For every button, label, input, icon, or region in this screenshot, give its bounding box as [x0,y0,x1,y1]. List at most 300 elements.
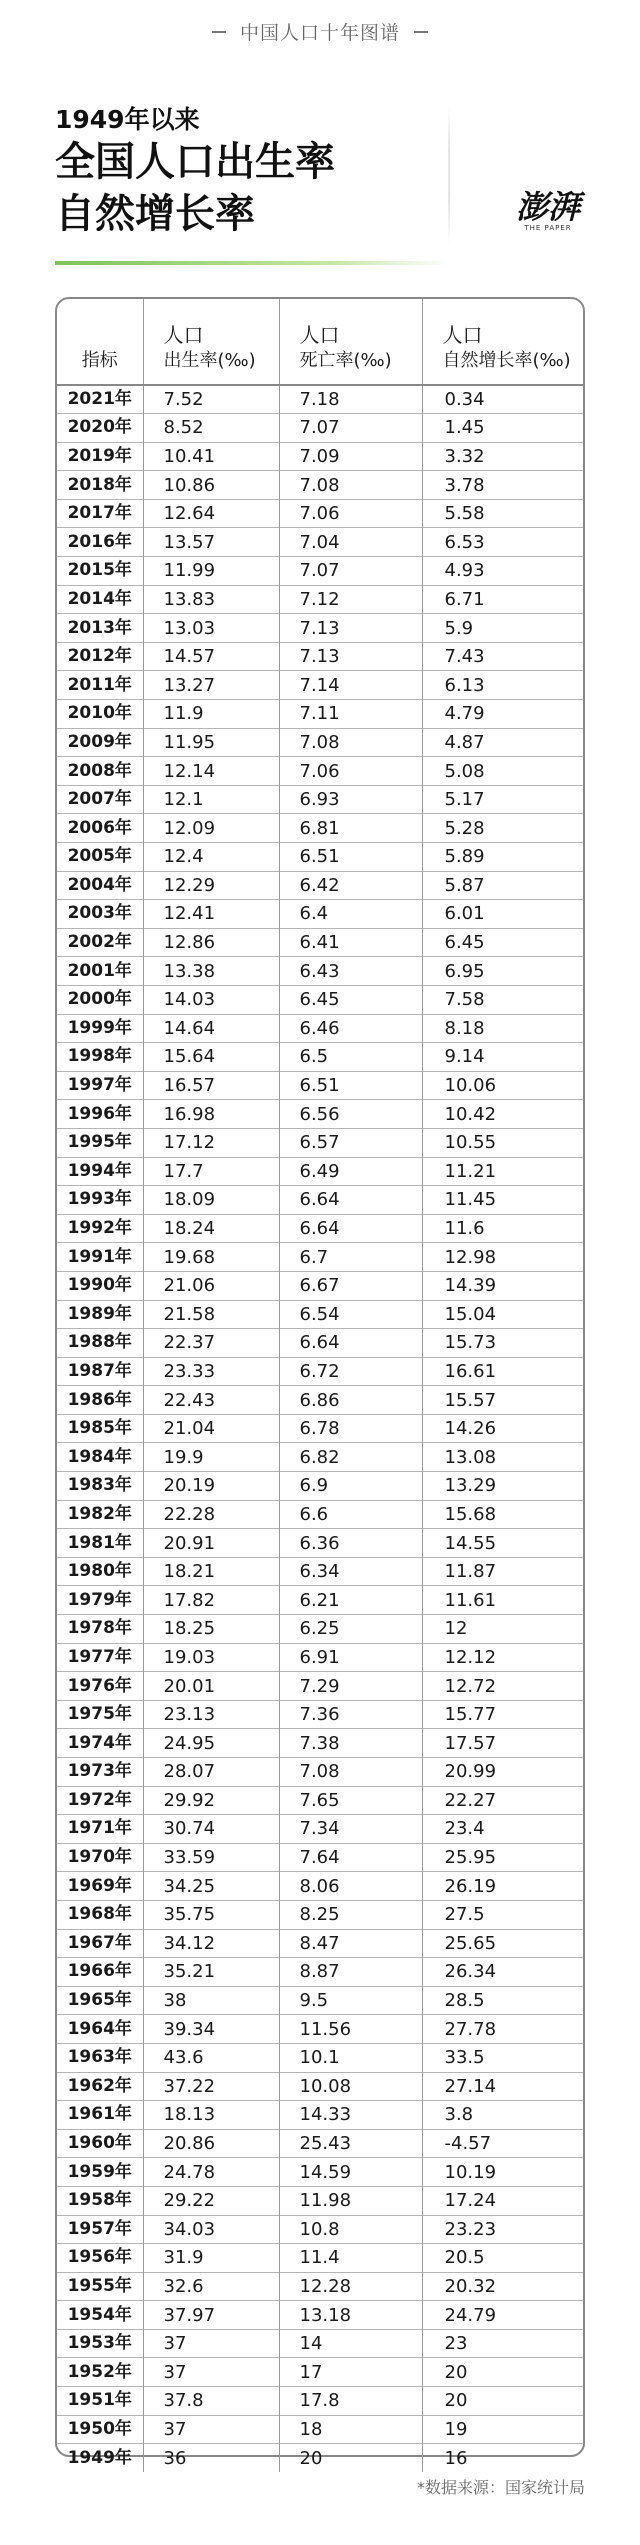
row-value-cell-death-rate: 6.9 [279,1472,422,1501]
row-value-cell-natural-growth-rate: 5.58 [422,499,583,528]
table-row [57,700,583,729]
table-row [57,1958,583,1987]
data-source-note: *数据来源：国家统计局 [416,2478,585,2497]
row-value-cell-birth-rate: 39.34 [143,2015,279,2044]
row-value-cell-birth-rate: 13.57 [143,528,279,557]
row-year-cell: 2007年 [57,785,143,814]
row-value-cell-death-rate: 6.36 [279,1529,422,1558]
row-value-cell-death-rate: 7.13 [279,642,422,671]
table-row [57,614,583,643]
right-dash [414,31,428,33]
table-row [57,2158,583,2187]
table-row [57,528,583,557]
table-row [57,2387,583,2416]
row-value-cell-death-rate: 17.8 [279,2387,422,2416]
table-row [57,2101,583,2130]
row-value-cell-death-rate: 6.67 [279,1271,422,1300]
row-value-cell-birth-rate: 34.03 [143,2215,279,2244]
table-row [57,1872,583,1901]
table-row [57,2301,583,2330]
row-value-cell-death-rate: 6.57 [279,1128,422,1157]
row-value-cell-death-rate: 6.81 [279,814,422,843]
table-body [57,385,583,2472]
row-value-cell-birth-rate: 17.12 [143,1128,279,1157]
row-value-cell-birth-rate: 20.91 [143,1529,279,1558]
row-value-cell-death-rate: 6.7 [279,1243,422,1272]
row-value-cell-birth-rate: 43.6 [143,2043,279,2072]
table-row [57,757,583,786]
row-value-cell-death-rate: 6.42 [279,871,422,900]
row-value-cell-natural-growth-rate: 20.99 [422,1758,583,1787]
table-row [57,2129,583,2158]
row-value-cell-birth-rate: 24.78 [143,2158,279,2187]
row-year-cell: 2016年 [57,528,143,557]
row-year-cell: 1979年 [57,1586,143,1615]
row-year-cell: 2006年 [57,814,143,843]
row-value-cell-natural-growth-rate: 24.79 [422,2301,583,2330]
row-value-cell-natural-growth-rate: 33.5 [422,2043,583,2072]
table-row [57,1443,583,1472]
row-value-cell-natural-growth-rate: 9.14 [422,1043,583,1072]
row-year-cell: 1975年 [57,1700,143,1729]
table-row [57,1786,583,1815]
row-value-cell-birth-rate: 37.8 [143,2387,279,2416]
table-row [57,1500,583,1529]
row-value-cell-death-rate: 6.64 [279,1214,422,1243]
row-year-cell: 1966年 [57,1958,143,1987]
row-year-cell: 1993年 [57,1186,143,1215]
row-year-cell: 2019年 [57,442,143,471]
row-value-cell-death-rate: 6.64 [279,1329,422,1358]
table-row [57,1071,583,1100]
row-value-cell-natural-growth-rate: 10.06 [422,1071,583,1100]
row-year-cell: 2015年 [57,557,143,586]
row-value-cell-birth-rate: 21.04 [143,1414,279,1443]
row-value-cell-natural-growth-rate: 11.61 [422,1586,583,1615]
row-value-cell-birth-rate: 22.43 [143,1386,279,1415]
table-row [57,2215,583,2244]
row-value-cell-death-rate: 6.49 [279,1157,422,1186]
row-year-cell: 2005年 [57,843,143,872]
row-value-cell-birth-rate: 37 [143,2415,279,2444]
row-value-cell-death-rate: 7.04 [279,528,422,557]
table-row [57,1157,583,1186]
row-value-cell-death-rate: 7.09 [279,442,422,471]
row-value-cell-death-rate: 6.45 [279,985,422,1014]
row-value-cell-natural-growth-rate: 19 [422,2415,583,2444]
row-value-cell-birth-rate: 16.57 [143,1071,279,1100]
row-value-cell-natural-growth-rate: 3.8 [422,2101,583,2130]
row-value-cell-natural-growth-rate: 17.57 [422,1729,583,1758]
row-value-cell-natural-growth-rate: 15.68 [422,1500,583,1529]
row-value-cell-death-rate: 7.14 [279,671,422,700]
row-value-cell-natural-growth-rate: 11.45 [422,1186,583,1215]
table-row [57,1643,583,1672]
table-row [57,1386,583,1415]
row-value-cell-birth-rate: 19.03 [143,1643,279,1672]
row-value-cell-natural-growth-rate: 3.32 [422,442,583,471]
page-title [55,136,335,240]
row-value-cell-birth-rate: 13.83 [143,585,279,614]
column-header-natural-growth-rate [422,299,583,385]
row-year-cell: 1981年 [57,1529,143,1558]
row-year-cell: 2021年 [67,389,132,410]
row-value-cell-death-rate: 6.64 [279,1186,422,1215]
row-value-cell-natural-growth-rate: 23 [422,2329,583,2358]
row-year-cell: 1965年 [57,1986,143,2015]
table-row [57,1843,583,1872]
row-value-cell-death-rate: 14 [279,2329,422,2358]
table-row [57,985,583,1014]
row-value-cell-death-rate: 7.29 [279,1672,422,1701]
table-row [57,1900,583,1929]
table-row [57,642,583,671]
row-year-cell: 1972年 [57,1786,143,1815]
row-value-cell-natural-growth-rate: 27.14 [422,2072,583,2101]
row-value-cell-natural-growth-rate: 6.71 [422,585,583,614]
row-value-cell-natural-growth-rate: 12.98 [422,1243,583,1272]
table-row [57,2358,583,2387]
row-value-cell-birth-rate: 29.22 [143,2186,279,2215]
row-value-cell-natural-growth-rate: 7.58 [422,985,583,1014]
row-year-cell: 1985年 [57,1414,143,1443]
row-value-cell-death-rate: 7.13 [279,614,422,643]
row-value-cell-death-rate: 7.18 [279,385,422,414]
row-year-cell: 1971年 [57,1815,143,1844]
brand-logo [512,190,584,232]
row-value-cell-death-rate: 14.33 [279,2101,422,2130]
row-value-cell-death-rate: 12.28 [279,2272,422,2301]
row-value-cell-natural-growth-rate: 20.32 [422,2272,583,2301]
accent-bar [55,261,450,265]
row-value-cell-birth-rate: 12.1 [143,785,279,814]
row-value-cell-natural-growth-rate: 5.17 [422,785,583,814]
table-row [57,843,583,872]
row-value-cell-birth-rate: 18.09 [143,1186,279,1215]
row-year-cell: 2012年 [57,642,143,671]
row-value-cell-death-rate: 7.36 [279,1700,422,1729]
row-value-cell-death-rate: 6.43 [279,957,422,986]
table-row [57,2444,583,2473]
row-year-cell: 2020年 [57,414,143,443]
row-value-cell-natural-growth-rate: 16.61 [422,1357,583,1386]
row-value-cell-birth-rate: 20.19 [143,1472,279,1501]
row-value-cell-birth-rate: 19.9 [143,1443,279,1472]
row-year-cell: 2014年 [57,585,143,614]
row-value-cell-death-rate: 7.08 [279,728,422,757]
row-value-cell-death-rate: 6.78 [279,1414,422,1443]
row-value-cell-birth-rate: 17.7 [143,1157,279,1186]
row-value-cell-birth-rate: 18.24 [143,1214,279,1243]
row-value-cell-death-rate: 25.43 [279,2129,422,2158]
row-value-cell-birth-rate: 16.98 [143,1100,279,1129]
column-header-year [57,299,143,385]
row-year-cell: 1995年 [57,1128,143,1157]
row-value-cell-natural-growth-rate: 12.72 [422,1672,583,1701]
row-value-cell-birth-rate: 17.82 [143,1586,279,1615]
table-header-row [57,299,583,385]
row-year-cell: 2001年 [57,957,143,986]
table-row [57,2015,583,2044]
row-value-cell-death-rate: 14.59 [279,2158,422,2187]
row-value-cell-birth-rate: 12.29 [143,871,279,900]
row-value-cell-natural-growth-rate: 8.18 [422,1014,583,1043]
row-value-cell-natural-growth-rate: 0.34 [422,385,583,414]
row-value-cell-birth-rate: 28.07 [143,1758,279,1787]
row-value-cell-natural-growth-rate: 13.29 [422,1472,583,1501]
row-value-cell-natural-growth-rate: 1.45 [422,414,583,443]
table-row [57,442,583,471]
row-value-cell-death-rate: 6.93 [279,785,422,814]
column-header-line1: 人口 [163,323,204,347]
row-year-cell: 1990年 [57,1271,143,1300]
row-year-cell: 1976年 [57,1672,143,1701]
table-row [57,1586,583,1615]
row-year-cell: 1959年 [57,2158,143,2187]
row-value-cell-birth-rate: 33.59 [143,1843,279,1872]
row-year-cell: 1999年 [57,1014,143,1043]
row-value-cell-natural-growth-rate: 11.6 [422,1214,583,1243]
column-header-death-rate [279,299,422,385]
row-year-cell: 1989年 [57,1300,143,1329]
table-row [57,1557,583,1586]
table-row [57,1729,583,1758]
table-row [57,1243,583,1272]
row-value-cell-death-rate: 6.41 [279,928,422,957]
row-year-cell: 1950年 [57,2415,143,2444]
row-value-cell-natural-growth-rate: 6.45 [422,928,583,957]
row-year-cell: 1998年 [57,1043,143,1072]
row-value-cell-death-rate: 6.4 [279,900,422,929]
row-value-cell-death-rate: 17 [279,2358,422,2387]
row-value-cell-natural-growth-rate: 20.5 [422,2244,583,2273]
row-value-cell-death-rate: 7.06 [279,757,422,786]
row-year-cell: 1997年 [57,1071,143,1100]
row-value-cell-death-rate: 10.8 [279,2215,422,2244]
row-value-cell-birth-rate: 20.86 [143,2129,279,2158]
row-value-cell-natural-growth-rate: 17.24 [422,2186,583,2215]
row-value-cell-natural-growth-rate: 12.12 [422,1643,583,1672]
row-value-cell-death-rate: 13.18 [279,2301,422,2330]
row-value-cell-death-rate: 7.64 [279,1843,422,1872]
logo-text: THE PAPER [524,224,572,232]
table-row [57,1414,583,1443]
table-row [57,1986,583,2015]
table-row [57,1128,583,1157]
title-line-2: 自然增长率 [55,191,255,237]
table-row [57,928,583,957]
row-value-cell-natural-growth-rate: 15.77 [422,1700,583,1729]
row-value-cell-natural-growth-rate: 23.4 [422,1815,583,1844]
row-value-cell-natural-growth-rate: 10.19 [422,2158,583,2187]
row-value-cell-birth-rate: 11.99 [143,557,279,586]
column-header-line2: 死亡率(‰) [299,350,392,371]
table-row [57,1615,583,1644]
row-value-cell-death-rate: 6.25 [279,1615,422,1644]
row-value-cell-death-rate: 6.6 [279,1500,422,1529]
row-value-cell-birth-rate: 34.12 [143,1929,279,1958]
column-header-line2: 指标 [81,350,118,371]
row-value-cell-death-rate: 6.21 [279,1586,422,1615]
table-row [57,1472,583,1501]
row-value-cell-natural-growth-rate: 12 [422,1615,583,1644]
row-value-cell-natural-growth-rate: 4.93 [422,557,583,586]
table-row [57,499,583,528]
row-year-cell: 1961年 [57,2101,143,2130]
row-year-cell: 1977年 [57,1643,143,1672]
data-table [57,299,583,2472]
table-row [57,557,583,586]
row-year-cell: 1963年 [57,2043,143,2072]
row-year-cell: 2011年 [57,671,143,700]
row-year-cell: 1969年 [57,1872,143,1901]
table-row [57,957,583,986]
row-year-cell: 2003年 [57,900,143,929]
table-row [57,2244,583,2273]
table-row [57,1700,583,1729]
table-row [57,1329,583,1358]
row-year-cell: 1958年 [57,2186,143,2215]
row-value-cell-birth-rate: 31.9 [143,2244,279,2273]
table-row [57,1758,583,1787]
row-value-cell-natural-growth-rate: 25.65 [422,1929,583,1958]
row-year-cell: 1983年 [57,1472,143,1501]
table-row [57,900,583,929]
row-year-cell: 1973年 [57,1758,143,1787]
row-year-cell: 1994年 [57,1157,143,1186]
row-value-cell-birth-rate: 11.9 [143,700,279,729]
row-value-cell-death-rate: 20 [279,2444,422,2473]
series-label: 中国人口十年图谱 [239,22,400,44]
row-year-cell: 2010年 [57,700,143,729]
title-subheading: 1949年以来 [55,105,200,134]
row-value-cell-death-rate: 7.12 [279,585,422,614]
row-value-cell-birth-rate: 12.4 [143,843,279,872]
row-value-cell-birth-rate: 36 [143,2444,279,2473]
row-value-cell-death-rate: 8.25 [279,1900,422,1929]
row-value-cell-birth-rate: 12.41 [143,900,279,929]
row-value-cell-natural-growth-rate: 22.27 [422,1786,583,1815]
table-row [57,1672,583,1701]
row-value-cell-birth-rate: 21.06 [143,1271,279,1300]
table-row [57,2072,583,2101]
row-value-cell-birth-rate: 37 [143,2329,279,2358]
table-row [57,1014,583,1043]
row-value-cell-birth-rate: 14.03 [143,985,279,1014]
row-year-cell: 1974年 [57,1729,143,1758]
row-value-cell-birth-rate: 12.14 [143,757,279,786]
row-year-cell: 1962年 [57,2072,143,2101]
row-year-cell: 1978年 [57,1615,143,1644]
row-value-cell-natural-growth-rate: 15.73 [422,1329,583,1358]
row-value-cell-natural-growth-rate: 6.95 [422,957,583,986]
row-value-cell-death-rate: 7.65 [279,1786,422,1815]
row-value-cell-birth-rate: 20.01 [143,1672,279,1701]
row-year-cell: 1949年 [57,2444,143,2473]
row-value-cell-death-rate: 6.34 [279,1557,422,1586]
decorative-divider [448,105,450,245]
table-row [57,1214,583,1243]
row-year-cell: 1956年 [57,2244,143,2273]
row-value-cell-birth-rate: 14.64 [143,1014,279,1043]
row-value-cell-birth-rate: 37.97 [143,2301,279,2330]
row-value-cell-natural-growth-rate: 10.55 [422,1128,583,1157]
table-row [57,785,583,814]
row-year-cell: 2000年 [57,985,143,1014]
table-row [57,871,583,900]
table-row [57,585,583,614]
column-header-line2: 出生率(‰) [163,350,256,371]
row-value-cell-natural-growth-rate: 4.79 [422,700,583,729]
data-table-frame [55,297,585,2469]
row-value-cell-death-rate: 11.56 [279,2015,422,2044]
row-year-cell: 2008年 [57,757,143,786]
row-value-cell-natural-growth-rate: 25.95 [422,1843,583,1872]
row-value-cell-natural-growth-rate: 11.21 [422,1157,583,1186]
row-value-cell-birth-rate: 35.21 [143,1958,279,1987]
row-value-cell-death-rate: 7.08 [279,471,422,500]
row-value-cell-birth-rate: 19.68 [143,1243,279,1272]
table-row [57,2329,583,2358]
column-header-birth-rate [143,299,279,385]
row-value-cell-natural-growth-rate: 20 [422,2358,583,2387]
row-value-cell-birth-rate: 10.86 [143,471,279,500]
row-value-cell-birth-rate: 13.27 [143,671,279,700]
row-value-cell-natural-growth-rate: 20 [422,2387,583,2416]
row-value-cell-birth-rate: 18.25 [143,1615,279,1644]
row-value-cell-birth-rate: 30.74 [143,1815,279,1844]
row-value-cell-death-rate: 7.06 [279,499,422,528]
table-row [57,385,583,414]
row-year-cell: 1951年 [57,2387,143,2416]
row-value-cell-death-rate: 6.86 [279,1386,422,1415]
table-row [57,1929,583,1958]
row-value-cell-natural-growth-rate: 14.39 [422,1271,583,1300]
row-value-cell-natural-growth-rate: 6.53 [422,528,583,557]
row-value-cell-birth-rate: 18.21 [143,1557,279,1586]
row-value-cell-natural-growth-rate: 26.34 [422,1958,583,1987]
row-value-cell-natural-growth-rate: 23.23 [422,2215,583,2244]
row-year-cell: 1955年 [57,2272,143,2301]
row-year-cell: 1992年 [57,1214,143,1243]
row-year-cell: 1964年 [57,2015,143,2044]
row-year-cell: 1967年 [57,1929,143,1958]
table-row [57,1186,583,1215]
row-value-cell-death-rate: 6.54 [279,1300,422,1329]
row-value-cell-birth-rate: 22.28 [143,1500,279,1529]
row-value-cell-birth-rate: 22.37 [143,1329,279,1358]
row-value-cell-birth-rate: 21.58 [143,1300,279,1329]
row-year-cell: 2018年 [57,471,143,500]
row-value-cell-natural-growth-rate: 7.43 [422,642,583,671]
row-value-cell-natural-growth-rate: 3.78 [422,471,583,500]
column-header-line2: 自然增长率(‰) [442,350,571,371]
column-header-line1: 人口 [299,323,340,347]
table-row [57,728,583,757]
row-value-cell-birth-rate: 34.25 [143,1872,279,1901]
row-value-cell-death-rate: 6.56 [279,1100,422,1129]
row-value-cell-death-rate: 9.5 [279,1986,422,2015]
row-year-cell: 1991年 [57,1243,143,1272]
table-row [57,671,583,700]
table-row [57,2272,583,2301]
row-value-cell-death-rate: 7.07 [279,557,422,586]
logo-mark: 澎湃 [515,188,580,226]
row-value-cell-natural-growth-rate: 5.9 [422,614,583,643]
row-value-cell-birth-rate: 37 [143,2358,279,2387]
column-header-line1: 人口 [442,323,483,347]
row-value-cell-birth-rate: 12.86 [143,928,279,957]
